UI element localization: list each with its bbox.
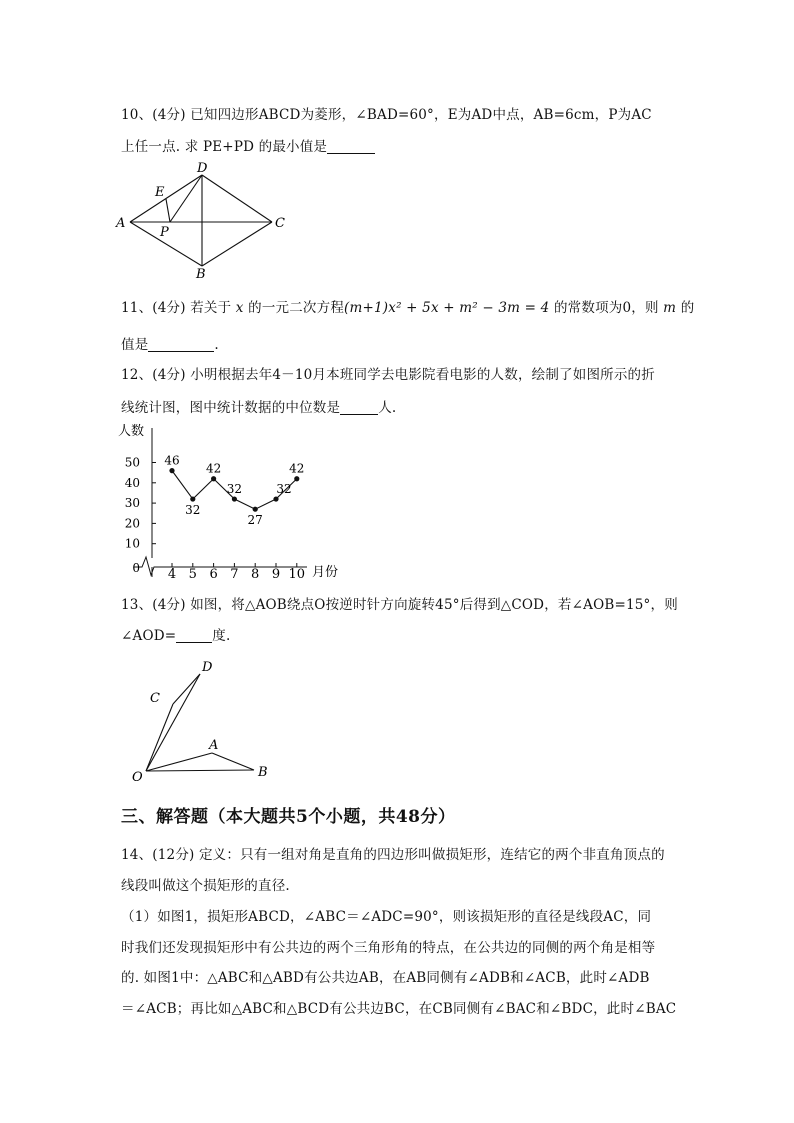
q13-line2-text: ∠AOD=: [121, 628, 177, 644]
data-label: 27: [247, 513, 263, 528]
y-tick-label: 0: [132, 561, 140, 575]
q11-var-m: m: [663, 300, 677, 316]
q11-line2-text: 值是: [121, 337, 149, 353]
data-point: [190, 496, 195, 501]
data-label: 46: [164, 453, 180, 468]
q14-line6: ＝∠ACB；再比如△ABC和△BCD有公共边BC，在CB同侧有∠BAC和∠BDC，此时∠BAC: [121, 1001, 677, 1017]
q12-line2: [121, 396, 396, 416]
y-tick-label: 50: [124, 455, 140, 470]
x-tick-label: 9: [271, 567, 281, 582]
x-tick-label: 5: [188, 567, 197, 582]
data-label: 32: [276, 482, 292, 497]
x-tick-label: 4: [167, 567, 177, 582]
label-b: B: [258, 765, 268, 780]
y-tick-label: 10: [124, 536, 140, 551]
label-e: E: [155, 185, 165, 200]
label-a: A: [116, 216, 126, 231]
label-a: A: [209, 738, 219, 753]
q11-line2-end: .: [214, 337, 219, 353]
y-tick-label: 40: [124, 475, 140, 490]
q10-line2: [121, 135, 375, 155]
q12-line1: 12、(4分) 小明根据去年4－10月本班同学去电影院看电影的人数，绘制了如图所示的折: [121, 367, 655, 383]
data-point: [253, 507, 258, 512]
q11-line2: [121, 333, 219, 353]
rotation-figure: [128, 656, 278, 786]
q13-line2: [121, 624, 230, 644]
data-point: [294, 476, 299, 481]
q13-line2-end: 度.: [212, 628, 231, 644]
answer-blank: [340, 400, 378, 415]
label-c: C: [150, 691, 160, 706]
q11-var-x: x: [235, 300, 244, 316]
label-d: D: [202, 660, 213, 675]
data-point: [169, 468, 174, 473]
label-p: P: [160, 225, 169, 240]
q11-equation: (m+1)x² + 5x + m² − 3m = 4: [344, 300, 550, 316]
q12-line2-end: 人.: [378, 400, 397, 416]
q14-line1: 14、(12分) 定义：只有一组对角是直角的四边形叫做损矩形，连结它的两个非直角顶点的: [121, 847, 665, 863]
q14-line2: 线段叫做这个损矩形的直径.: [121, 878, 290, 894]
x-tick-label: 6: [209, 567, 218, 582]
x-tick-label: 7: [230, 567, 239, 582]
q14-line5: 的. 如图1中：△ABC和△ABD有公共边AB，在AB同侧有∠ADB和∠ACB，此时∠ADB: [121, 970, 650, 986]
x-axis-label: 月份: [312, 565, 339, 580]
q10-line2-text: 上任一点. 求 PE+PD 的最小值是: [121, 139, 328, 155]
label-d: D: [197, 161, 208, 176]
label-o: O: [132, 770, 143, 785]
label-c: C: [275, 216, 285, 231]
x-tick-label: 8: [251, 567, 260, 582]
data-label: 42: [289, 461, 305, 476]
q11-suffix: 的常数项为0，则: [553, 300, 659, 316]
label-b: B: [196, 267, 206, 282]
q14-line4: 时我们还发现损矩形中有公共边的两个三角形角的特点，在公共边的同侧的两个角是相等: [121, 940, 656, 956]
q14-line3: （1）如图1，损矩形ABCD，∠ABC＝∠ADC=90°，则该损矩形的直径是线段AC，同: [121, 909, 652, 925]
q13-line1: 13、(4分) 如图，将△AOB绕点O按逆时针方向旋转45°后得到△COD，若∠AOB=15°，则: [121, 597, 678, 613]
data-label: 32: [226, 482, 243, 497]
answer-blank: [148, 337, 214, 352]
y-axis-label: 人数: [118, 424, 145, 439]
line-chart: [112, 420, 352, 585]
data-label: 42: [205, 461, 222, 476]
q11-mid: 的一元二次方程: [248, 300, 345, 316]
section-heading: 三、解答题（本大题共5个小题，共48分）: [121, 807, 456, 827]
q11-line1: [121, 296, 694, 316]
data-point: [211, 476, 216, 481]
y-tick-label: 30: [124, 496, 140, 511]
q11-end: 的: [680, 300, 695, 316]
data-point: [273, 496, 278, 501]
rhombus-figure: [110, 158, 300, 282]
y-tick-label: 20: [124, 516, 140, 531]
answer-blank: [327, 139, 375, 154]
data-label: 32: [185, 503, 201, 518]
q10-line1: 10、(4分) 已知四边形ABCD为菱形，∠BAD=60°，E为AD中点，AB=6cm，P为AC: [121, 107, 652, 123]
x-tick-label: 10: [288, 567, 306, 582]
q12-line2-text: 线统计图，图中统计数据的中位数是: [121, 400, 341, 416]
q11-prefix: 11、(4分) 若关于: [121, 300, 232, 316]
data-point: [232, 496, 237, 501]
answer-blank: [176, 628, 212, 643]
